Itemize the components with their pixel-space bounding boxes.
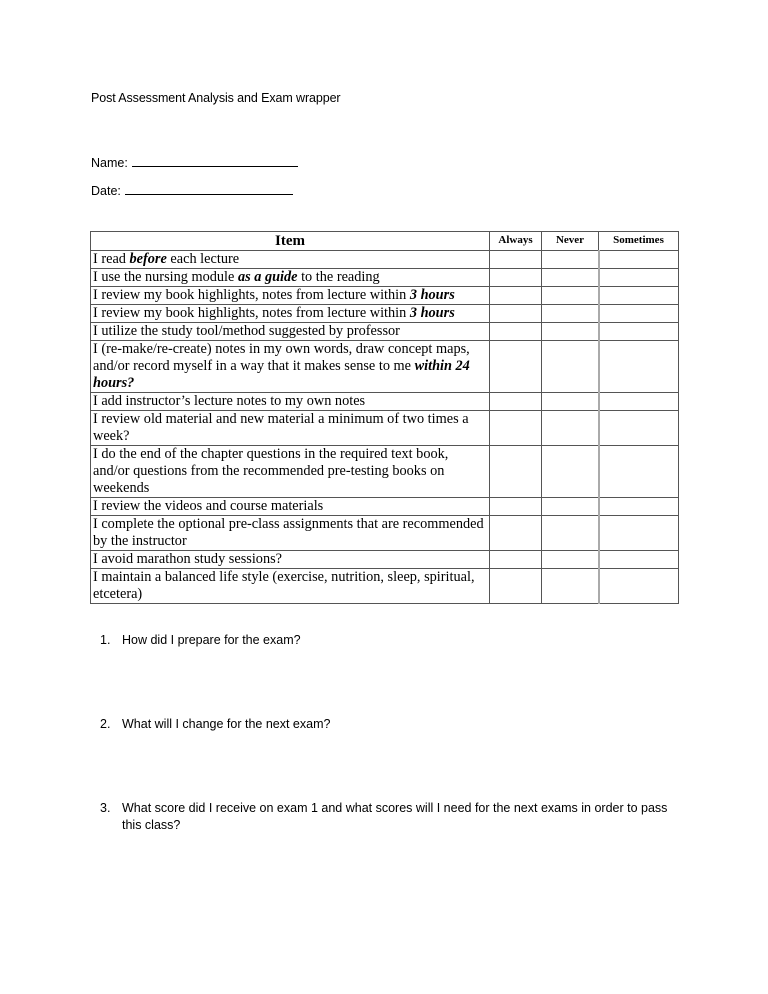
response-cell-always[interactable]: [490, 516, 542, 551]
response-cell-sometimes[interactable]: [599, 269, 679, 287]
response-cell-never[interactable]: [542, 446, 599, 498]
response-cell-never[interactable]: [542, 498, 599, 516]
response-cell-never[interactable]: [542, 569, 599, 604]
response-cell-never[interactable]: [542, 251, 599, 269]
item-text-part: I add instructor’s lecture notes to my own notes: [93, 393, 366, 409]
response-cell-never[interactable]: [542, 323, 599, 341]
question-number: 2.: [100, 717, 111, 731]
table-row: [91, 516, 679, 551]
response-cell-sometimes[interactable]: [599, 393, 679, 411]
item-text: [91, 269, 490, 287]
table-row: [91, 305, 679, 323]
item-text-part: to the reading: [297, 269, 380, 285]
table-row: [91, 498, 679, 516]
emphasis-text: 3 hours: [409, 287, 455, 303]
item-text: [91, 569, 490, 604]
item-text: [91, 551, 490, 569]
column-header-never: Never: [542, 232, 599, 251]
response-cell-never[interactable]: [542, 305, 599, 323]
emphasis-text: as a guide: [237, 269, 298, 285]
item-text-part: each lecture: [166, 251, 240, 267]
response-cell-never[interactable]: [542, 393, 599, 411]
item-text-part: I utilize the study tool/method suggested by professor: [93, 323, 400, 339]
table-header-row: [91, 232, 679, 251]
item-text: [91, 446, 490, 498]
question-text: What score did I receive on exam 1 and what scores will I need for the next exams in order to pass this class?: [122, 801, 668, 832]
item-text-part: I review old material and new material a minimum of two times a week?: [93, 411, 469, 444]
response-cell-always[interactable]: [490, 287, 542, 305]
table-row: [91, 411, 679, 446]
question-1: [100, 632, 670, 649]
emphasis-text: before: [129, 251, 167, 267]
item-text: [91, 411, 490, 446]
item-text-part: I (re-make/re-create) notes in my own words, draw concept maps, and/or record myself in a way that it makes sense to me: [93, 341, 470, 374]
response-cell-always[interactable]: [490, 446, 542, 498]
response-cell-sometimes[interactable]: [599, 287, 679, 305]
date-label: Date:: [91, 184, 121, 198]
column-header-always: Always: [490, 232, 542, 251]
response-cell-sometimes[interactable]: [599, 323, 679, 341]
item-text: [91, 516, 490, 551]
question-text: How did I prepare for the exam?: [122, 633, 301, 647]
item-text: [91, 287, 490, 305]
response-cell-sometimes[interactable]: [599, 411, 679, 446]
table-row: [91, 287, 679, 305]
study-habits-table: [90, 231, 679, 604]
response-cell-always[interactable]: [490, 393, 542, 411]
item-text: [91, 323, 490, 341]
response-cell-always[interactable]: [490, 498, 542, 516]
response-cell-sometimes[interactable]: [599, 446, 679, 498]
response-cell-sometimes[interactable]: [599, 305, 679, 323]
response-cell-always[interactable]: [490, 251, 542, 269]
response-cell-sometimes[interactable]: [599, 498, 679, 516]
response-cell-always[interactable]: [490, 551, 542, 569]
item-text-part: I do the end of the chapter questions in the required text book, and/or questions from the recommended pre-testing books on weekends: [93, 446, 449, 496]
response-cell-never[interactable]: [542, 411, 599, 446]
question-3: [100, 800, 670, 834]
date-blank-line[interactable]: [125, 183, 293, 195]
item-text-part: I use the nursing module: [93, 269, 238, 285]
question-2: [100, 716, 670, 733]
response-cell-always[interactable]: [490, 269, 542, 287]
name-blank-line[interactable]: [132, 155, 298, 167]
item-text-part: I review my book highlights, notes from lecture within: [93, 287, 410, 303]
emphasis-text: 3 hours: [409, 305, 455, 321]
item-text-part: I review my book highlights, notes from lecture within: [93, 305, 410, 321]
table-row: [91, 446, 679, 498]
item-text-part: I review the videos and course materials: [93, 498, 324, 514]
table-row: [91, 269, 679, 287]
item-text: [91, 305, 490, 323]
question-number: 3.: [100, 801, 111, 815]
column-header-sometimes: Sometimes: [599, 232, 679, 251]
response-cell-sometimes[interactable]: [599, 569, 679, 604]
response-cell-always[interactable]: [490, 305, 542, 323]
response-cell-sometimes[interactable]: [599, 516, 679, 551]
question-text: What will I change for the next exam?: [122, 717, 331, 731]
item-text: [91, 498, 490, 516]
column-header-item: Item: [91, 232, 490, 251]
response-cell-sometimes[interactable]: [599, 341, 679, 393]
name-label: Name:: [91, 156, 128, 170]
item-text: [91, 393, 490, 411]
response-cell-always[interactable]: [490, 341, 542, 393]
response-cell-always[interactable]: [490, 569, 542, 604]
table-row: [91, 251, 679, 269]
response-cell-sometimes[interactable]: [599, 251, 679, 269]
table-row: [91, 323, 679, 341]
item-text-part: I complete the optional pre-class assignments that are recommended by the instructor: [93, 516, 484, 549]
table-row: [91, 341, 679, 393]
question-number: 1.: [100, 633, 111, 647]
item-text: [91, 341, 490, 393]
item-text-part: I read: [93, 251, 130, 267]
item-text-part: I avoid marathon study sessions?: [93, 551, 283, 567]
table-row: [91, 569, 679, 604]
response-cell-never[interactable]: [542, 341, 599, 393]
response-cell-always[interactable]: [490, 411, 542, 446]
response-cell-never[interactable]: [542, 516, 599, 551]
document-title: Post Assessment Analysis and Exam wrapper: [91, 91, 341, 105]
response-cell-never[interactable]: [542, 551, 599, 569]
table-row: [91, 551, 679, 569]
response-cell-sometimes[interactable]: [599, 551, 679, 569]
name-field[interactable]: [91, 155, 298, 170]
item-text-part: I maintain a balanced life style (exercise, nutrition, sleep, spiritual, etcetera): [93, 569, 475, 602]
item-text: [91, 251, 490, 269]
response-cell-never[interactable]: [542, 269, 599, 287]
table-row: [91, 393, 679, 411]
date-field[interactable]: [91, 183, 293, 198]
response-cell-always[interactable]: [490, 323, 542, 341]
response-cell-never[interactable]: [542, 287, 599, 305]
emphasis-text: within 24 hours?: [93, 358, 470, 391]
